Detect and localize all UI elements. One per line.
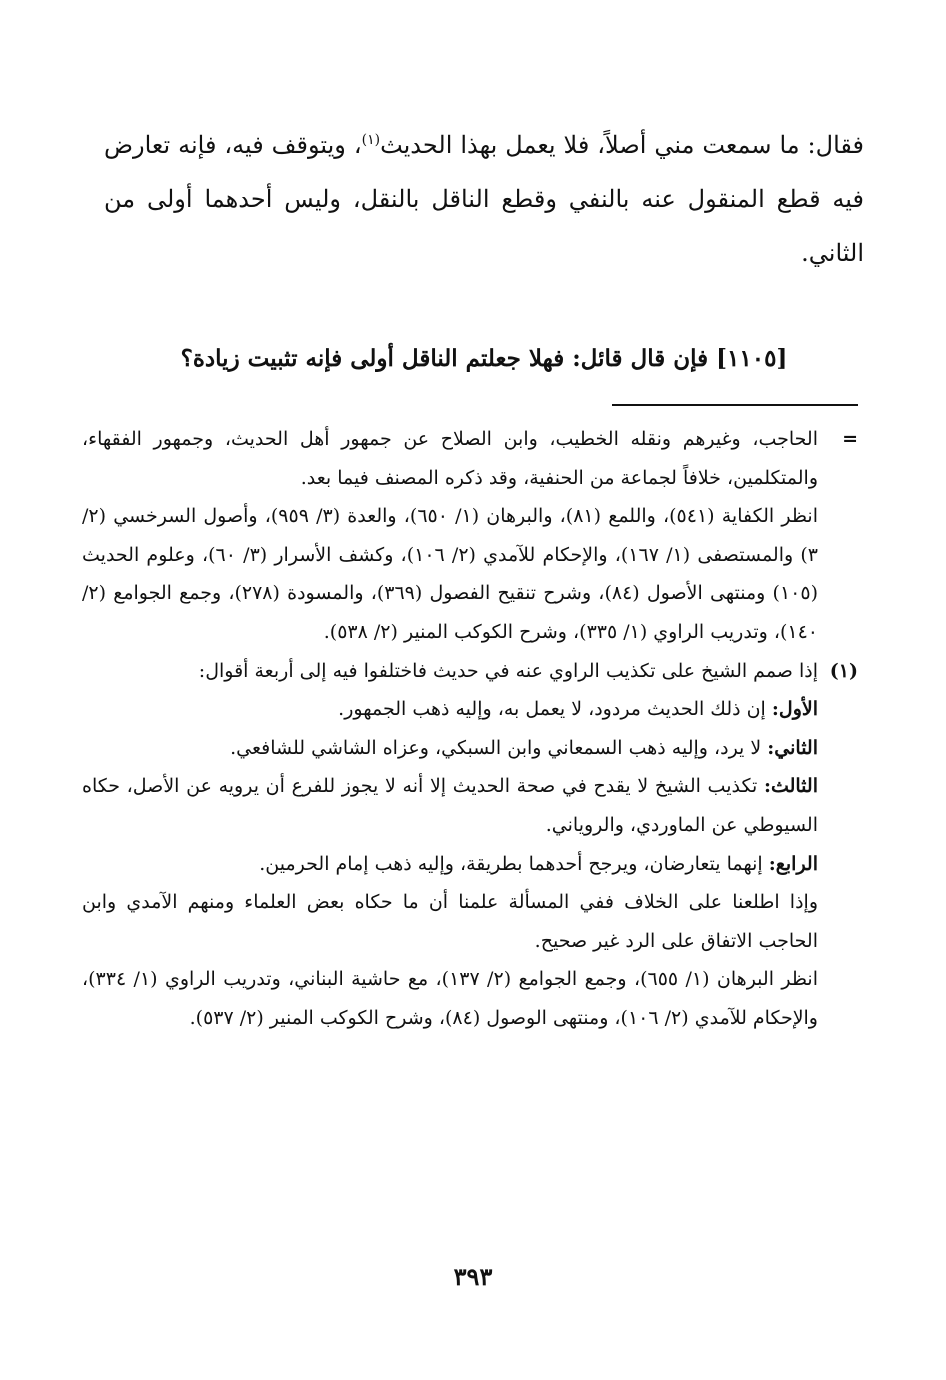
page-number: ٣٩٣ — [453, 1262, 493, 1291]
opinion-first — [82, 690, 818, 729]
opinion-text: إنهما يتعارضان، ويرجح أحدهما بطريقة، وإليه ذهب إمام الحرمين. — [259, 852, 769, 875]
footnote-1-references: انظر البرهان (١/ ٦٥٥)، وجمع الجوامع (٢/ ١٣٧)، مع حاشية البناني، وتدريب الراوي (١/ ٣٣٤)، والإحكام للآمدي (٢/ ١٠٦)، ومنتهى الوصول (٨٤)، وشرح الكوكب المنير (٢/ ٥٣٧). — [82, 968, 818, 1029]
footnote-reference: (١) — [361, 132, 381, 148]
main-paragraph — [104, 118, 864, 280]
footnote-1-paragraph-2: وإذا اطلعنا على الخلاف ففي المسألة علمنا أن ما حكاه بعض العلماء ومنهم الآمدي وابن الحاجب الاتفاق على الرد غير صحيح. — [82, 891, 818, 952]
opinion-term: الرابع: — [768, 852, 818, 875]
footnote-1-intro: إذا صمم الشيخ على تكذيب الراوي عنه في حديث فاختلفوا فيه إلى أربعة أقوال: — [198, 659, 818, 682]
main-text-part-2: ، ويتوقف فيه، فإنه تعارض فيه قطع المنقول عنه بالنفي وقطع الناقل بالنقل، وليس أحدهما أولى من الثاني. — [104, 131, 864, 267]
continuation-references: انظر الكفاية (٥٤١)، واللمع (٨١)، والبرهان (١/ ٦٥٠)، والعدة (٣/ ٩٥٩)، وأصول السرخسي (٢/ ٣) والمستصفى (١/ ١٦٧)، والإحكام للآمدي (٢/ ١٠٦)، وكشف الأسرار (٣/ ٦٠)، وعلوم الحديث (١٠٥) ومنتهى الأصول (٨٤)، وشرح تنقيح الفصول (٣٦٩)، والمسودة (٢٧٨)، وجمع الجوامع (٢/ ١٤٠)، وتدريب الراوي (١/ ٣٣٥)، وشرح الكوكب المنير (٢/ ٥٣٨). — [82, 505, 818, 643]
opinion-term: الثاني: — [767, 736, 818, 759]
opinion-term: الثالث: — [763, 775, 818, 798]
main-text-part-1: فقال: ما سمعت مني أصلاً، فلا يعمل بهذا الحديث — [380, 131, 865, 159]
opinion-text: تكذيب الشيخ لا يقدح في صحة الحديث إلا أنه لا يجوز للفرع أن يرويه عن الأصل، حكاه السيوطي عن الماوردي، والروياني. — [82, 775, 818, 836]
opinion-second — [82, 729, 818, 768]
opinion-text: لا يرد، وإليه ذهب السمعاني وابن السبكي، وعزاه الشاشي للشافعي. — [230, 736, 768, 759]
opinion-fourth — [82, 845, 818, 884]
footnotes — [82, 420, 858, 1038]
continuation-paragraph: الحاجب، وغيرهم ونقله الخطيب، وابن الصلاح عن جمهور أهل الحديث، وجمهور الفقهاء، والمتكلمين، خلافاً لجماعة من الحنفية، وقد ذكره المصنف فيما بعد. — [82, 428, 818, 489]
footnote-1-marker: (١) — [829, 659, 858, 682]
section-heading: [١١٠٥] فإن قال قائل: فهلا جعلتم الناقل أولى فإنه تثبيت زيادة؟ — [180, 345, 788, 372]
opinion-third — [82, 767, 818, 844]
opinion-term: الأول: — [771, 698, 818, 721]
opinion-text: إن ذلك الحديث مردود، لا يعمل به، وإليه ذهب الجمهور. — [338, 698, 772, 721]
footnote-continuation — [82, 420, 858, 652]
continuation-marker: = — [842, 428, 858, 450]
footnote-separator — [612, 404, 858, 406]
footnote-1 — [82, 652, 858, 1038]
main-text — [104, 118, 864, 280]
